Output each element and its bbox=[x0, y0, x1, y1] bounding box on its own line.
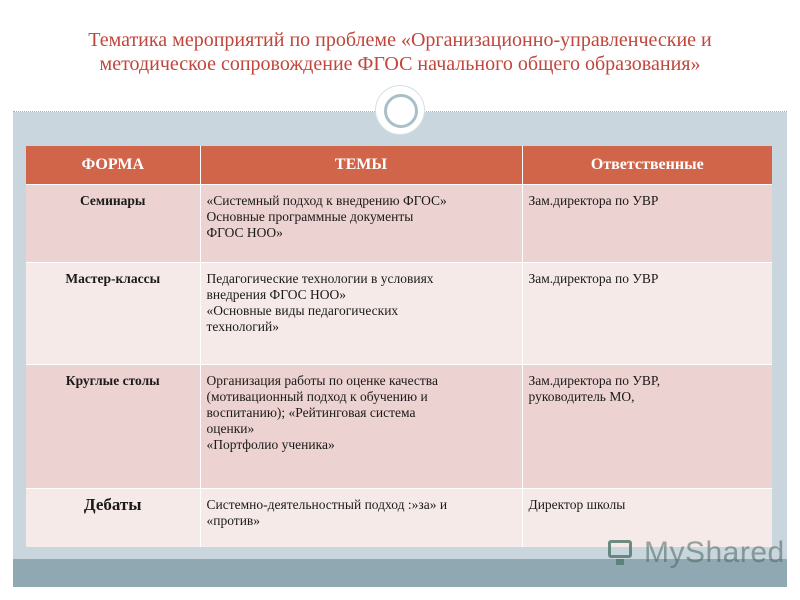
frame-left bbox=[0, 0, 13, 600]
watermark-logo bbox=[606, 533, 785, 573]
responsible-line: руководитель МО, bbox=[528, 389, 635, 404]
circle-ornament-icon bbox=[376, 86, 424, 134]
responsible-line: Зам.директора по УВР bbox=[528, 193, 659, 208]
responsible-line: Зам.директора по УВР bbox=[528, 271, 659, 286]
form-cell: Мастер-классы bbox=[26, 263, 200, 365]
watermark-text: MyShared bbox=[644, 536, 785, 569]
responsible-line: Директор школы bbox=[528, 497, 626, 512]
form-cell: Семинары bbox=[26, 185, 200, 263]
monitor-stand bbox=[616, 559, 624, 565]
topics-cell bbox=[200, 365, 522, 489]
topic-line: «Портфолио ученика» bbox=[206, 437, 335, 452]
topic-line: внедрения ФГОС НОО» bbox=[206, 287, 346, 302]
topic-line: Педагогические технологии в условиях bbox=[206, 271, 434, 286]
topic-line: «Основные виды педагогических bbox=[206, 303, 399, 318]
topic-line: технологий» bbox=[206, 319, 279, 334]
monitor-icon bbox=[606, 538, 638, 568]
topics-cell bbox=[200, 489, 522, 547]
events-table bbox=[26, 146, 772, 547]
topic-line: ФГОС НОО» bbox=[206, 225, 283, 240]
topic-line: «против» bbox=[206, 513, 261, 528]
header-responsible: Ответственные bbox=[522, 146, 772, 185]
responsible-line: Зам.директора по УВР, bbox=[528, 373, 661, 388]
responsible-cell bbox=[522, 365, 772, 489]
topic-line: Основные программные документы bbox=[206, 209, 414, 224]
table-row bbox=[26, 185, 772, 263]
form-cell: Круглые столы bbox=[26, 365, 200, 489]
topic-line: «Системный подход к внедрению ФГОС» bbox=[206, 193, 447, 208]
frame-right bbox=[787, 0, 800, 600]
slide-title-line-2: методическое сопровождение ФГОС начального общего образования» bbox=[99, 53, 701, 75]
header-topics: ТЕМЫ bbox=[200, 146, 522, 185]
slide-title-line-1: Тематика мероприятий по проблеме «Организационно-управленческие и bbox=[88, 29, 712, 51]
topic-line: воспитанию); «Рейтинговая система bbox=[206, 405, 416, 420]
topic-line: Организация работы по оценке качества bbox=[206, 373, 438, 388]
responsible-cell bbox=[522, 185, 772, 263]
topics-cell bbox=[200, 263, 522, 365]
slide-title bbox=[13, 0, 787, 76]
responsible-cell bbox=[522, 263, 772, 365]
topics-cell bbox=[200, 185, 522, 263]
topic-line: оценки» bbox=[206, 421, 255, 436]
topic-line: (мотивационный подход к обучению и bbox=[206, 389, 428, 404]
form-cell: Дебаты bbox=[26, 489, 200, 547]
topic-line: Системно-деятельностный подход :»за» и bbox=[206, 497, 448, 512]
table-header-row bbox=[26, 146, 772, 185]
monitor-screen bbox=[608, 540, 632, 558]
table-row bbox=[26, 365, 772, 489]
circle-ornament-ring bbox=[384, 94, 418, 128]
table-row bbox=[26, 263, 772, 365]
header-form: ФОРМА bbox=[26, 146, 200, 185]
